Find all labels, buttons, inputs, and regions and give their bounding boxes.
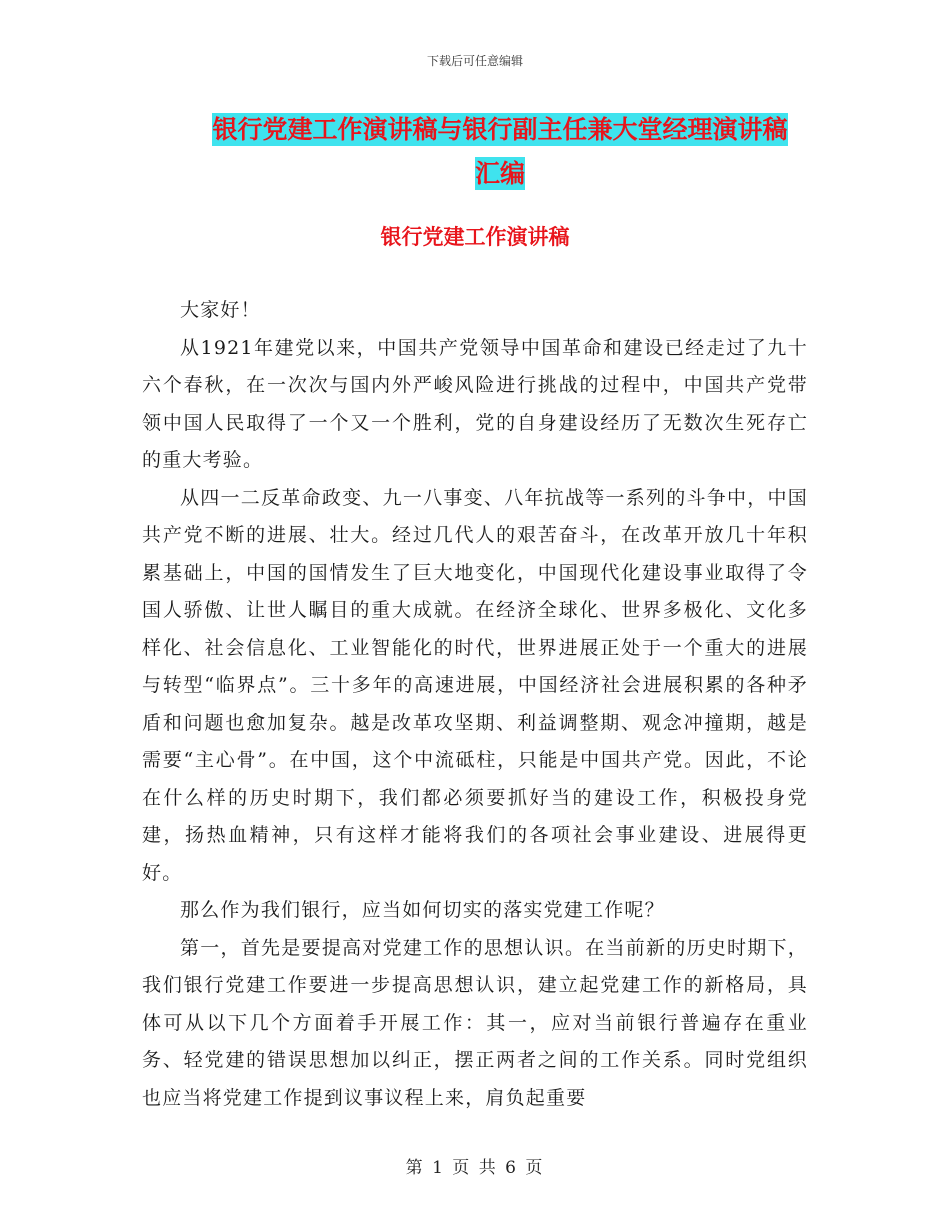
document-body bbox=[142, 292, 808, 1117]
paragraph-first-point: 第一，首先是要提高对党建工作的思想认识。在当前新的历史时期下，我们银行党建工作要进一步提高思想认识，建立起党建工作的新格局，具体可从以下几个方面着手开展工作：其一，应对当前银行普遍存在重业务、轻党建的错误思想加以纠正，摆正两者之间的工作关系。同时党组织也应当将党建工作提到议事议程上来，肩负起重要 bbox=[142, 936, 808, 1109]
document-title-line-1: 银行党建工作演讲稿与银行副主任兼大堂经理演讲稿 bbox=[212, 115, 788, 144]
page-header-note: 下载后可任意编辑 bbox=[426, 54, 523, 68]
document-title-line-2: 汇编 bbox=[474, 159, 525, 188]
paragraph-greeting: 大家好！ bbox=[180, 299, 261, 321]
paragraph-history: 从1921年建党以来，中国共产党领导中国革命和建设已经走过了九十六个春秋，在一次次与国内外严峻风险进行挑战的过程中，中国共产党带领中国人民取得了一个又一个胜利，党的自身建设经历了无数次生死存亡的重大考验。 bbox=[142, 336, 808, 471]
section-title: 银行党建工作演讲稿 bbox=[380, 225, 570, 249]
page-footer: 第 1 页 共 6 页 bbox=[405, 1158, 545, 1178]
document-title bbox=[140, 108, 860, 196]
paragraph-question: 那么作为我们银行，应当如何切实的落实党建工作呢？ bbox=[180, 899, 665, 921]
paragraph-development: 从四一二反革命政变、九一八事变、八年抗战等一系列的斗争中，中国共产党不断的进展、壮大。经过几代人的艰苦奋斗，在改革开放几十年积累基础上，中国的国情发生了巨大地变化，中国现代化建设事业取得了令国人骄傲、让世人瞩目的重大成就。在经济全球化、世界多极化、文化多样化、社会信息化、工业智能化的时代，世界进展正处于一个重大的进展与转型“临界点”。三十多年的高速进展，中国经济社会进展积累的各种矛盾和问题也愈加复杂。越是改革攻坚期、利益调整期、观念冲撞期，越是需要“主心骨”。在中国，这个中流砥柱，只能是中国共产党。因此，不论在什么样的历史时期下，我们都必须要抓好当的建设工作，积极投身党建，扬热血精神，只有这样才能将我们的各项社会事业建设、进展得更好。 bbox=[142, 486, 808, 884]
